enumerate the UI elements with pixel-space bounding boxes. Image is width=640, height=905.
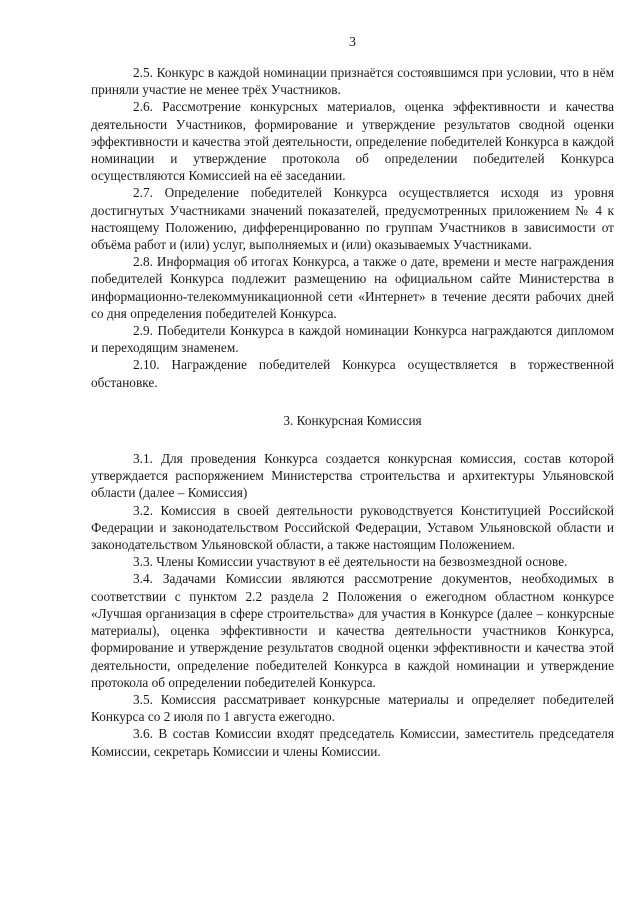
- paragraph-3-2: 3.2. Комиссия в своей деятельности руководствуется Конституцией Российской Федерации и законодательством Российской Федерации, Уставом Ульяновской области и законодательством Ульяновской области, а также настоящим Положением.: [91, 502, 614, 553]
- paragraph-2-8: 2.8. Информация об итогах Конкурса, а также о дате, времени и месте награждения победителей Конкурса подлежит размещению на официальном сайте Министерства в информационно-телекоммуникационной сети «Интернет» в течение десяти рабочих дней со дня определения победителей Конкурса.: [91, 254, 614, 321]
- paragraph-3-1: 3.1. Для проведения Конкурса создается конкурсная комиссия, состав которой утверждается распоряжением Министерства строительства и архитектуры Ульяновской области (далее – Комиссия): [91, 451, 614, 501]
- paragraph-3-4: 3.4. Задачами Комиссии являются рассмотрение документов, необходимых в соответствии с пунктом 2.2 раздела 2 Положения о ежегодном областном конкурсе «Лучшая организация в сфере строительства» для участия в Конкурсе (далее – конкурсные материалы), оценка эффективности и качества деятельности участников Конкурса, формирование и утверждение результатов сводной оценки эффективности и качества этой деятельности, определение победителей Конкурса в каждой номинации и утверждение протокола об определении победителей Конкурса.: [91, 571, 614, 690]
- paragraph-2-5: 2.5. Конкурс в каждой номинации признаётся состоявшимся при условии, что в нём приняли участие не менее трёх Участников.: [91, 65, 614, 98]
- paragraph-2-6: 2.6. Рассмотрение конкурсных материалов, оценка эффективности и качества деятельности Участников, формирование и утверждение результатов сводной оценки эффективности и качества этой деятельности, определение победителей Конкурса в каждой номинации и утверждение протокола об определении победителей Конкурса осуществляются Комиссией на её заседании.: [91, 99, 614, 184]
- paragraph-2-7: 2.7. Определение победителей Конкурса осуществляется исходя из уровня достигнутых Участниками значений показателей, предусмотренных приложением № 4 к настоящему Положению, дифференцированно по группам Участников в зависимости от объёма работ и (или) услуг, выполняемых и (или) оказываемых Участниками.: [91, 185, 614, 253]
- paragraph-2-10: 2.10. Награждение победителей Конкурса осуществляется в торжественной обстановке.: [91, 357, 614, 390]
- paragraph-3-5: 3.5. Комиссия рассматривает конкурсные материалы и определяет победителей Конкурса со 2 июля по 1 августа ежегодно.: [91, 691, 614, 725]
- section-heading: 3. Конкурсная Комиссия: [283, 412, 422, 428]
- paragraph-3-3: 3.3. Члены Комиссии участвуют в её деятельности на безвозмездной основе.: [133, 554, 568, 570]
- paragraph-3-6: 3.6. В состав Комиссии входят председатель Комиссии, заместитель председателя Комиссии, секретарь Комиссии и члены Комиссии.: [91, 726, 614, 759]
- page-number: 3: [349, 35, 356, 50]
- paragraph-2-9: 2.9. Победители Конкурса в каждой номинации Конкурса награждаются дипломом и переходящим знаменем.: [91, 323, 614, 356]
